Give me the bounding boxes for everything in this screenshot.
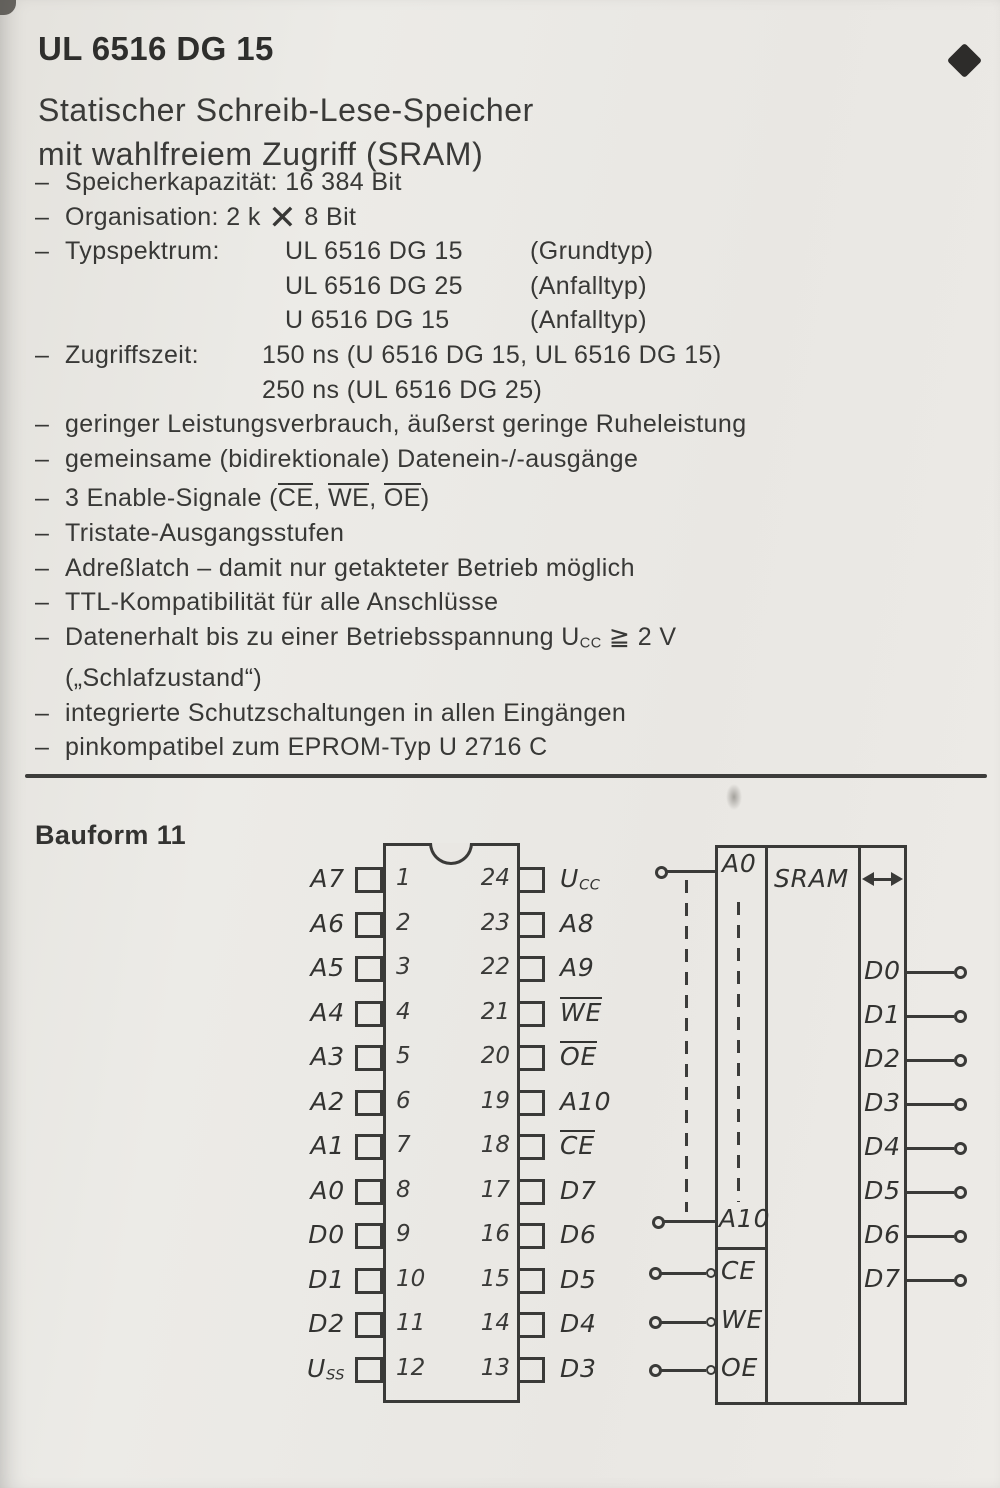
text-segment: geringer Leistungsverbrauch, äußerst geringe Ruheleistung xyxy=(65,410,747,439)
block-data-label: D6 xyxy=(864,1220,901,1249)
pin-number: 18 xyxy=(480,1132,510,1158)
pin-number: 19 xyxy=(480,1088,510,1114)
text-segment: (Grundtyp) xyxy=(530,237,654,266)
text-segment: TTL-Kompatibilität für alle Anschlüsse xyxy=(65,588,499,617)
block-control-label: OE xyxy=(721,1353,759,1382)
text-segment: integrierte Schutzschaltungen in allen Eingängen xyxy=(65,698,627,727)
text-segment: CC xyxy=(579,635,602,652)
text-segment: WE xyxy=(328,484,370,513)
pin-number: 16 xyxy=(480,1221,510,1247)
pin-number: 17 xyxy=(480,1177,510,1203)
text-segment: ) xyxy=(420,484,430,513)
pin-number: 6 xyxy=(396,1088,411,1114)
text-segment: D7 xyxy=(560,1176,597,1205)
wire xyxy=(660,1272,706,1275)
text-segment: U xyxy=(560,864,580,893)
bidirectional-arrow-icon xyxy=(862,872,903,886)
inverter-bubble xyxy=(706,1365,716,1375)
text-segment: Organisation: 2 k xyxy=(65,202,269,231)
text-segment: 150 ns (U 6516 DG 15, UL 6516 DG 15) xyxy=(262,340,722,369)
text-segment: SS xyxy=(326,1367,345,1384)
wire xyxy=(904,1103,954,1106)
text-segment: D5 xyxy=(560,1265,597,1294)
text-segment: A8 xyxy=(560,909,595,938)
text-segment: D6 xyxy=(560,1220,597,1249)
block-data-label: D4 xyxy=(864,1132,901,1161)
text-segment: WE xyxy=(560,998,603,1027)
text-segment: ≧ 2 V xyxy=(601,622,677,651)
text-segment: A2 xyxy=(310,1087,345,1116)
block-data-label: D3 xyxy=(864,1088,901,1117)
feature-dash: – xyxy=(35,444,50,473)
terminal-circle xyxy=(954,1274,967,1287)
text-segment: A0 xyxy=(310,1176,345,1205)
subtitle-line: mit wahlfreiem Zugriff (SRAM) xyxy=(38,136,484,172)
pin-number: 24 xyxy=(480,865,510,891)
feature-dash: – xyxy=(35,698,50,727)
text-segment: Zugriffszeit: xyxy=(65,340,199,369)
text-segment: 3 Enable-Signale ( xyxy=(65,484,278,513)
terminal-circle xyxy=(954,1098,967,1111)
block-data-label: D1 xyxy=(864,1000,901,1029)
text-segment: A4 xyxy=(310,998,345,1027)
pin-number: 2 xyxy=(396,910,411,936)
wire xyxy=(904,1191,954,1194)
text-segment: A7 xyxy=(310,864,345,893)
text-segment: U 6516 DG 15 xyxy=(285,306,450,335)
text-segment: 250 ns (UL 6516 DG 25) xyxy=(262,375,543,404)
text-segment: Speicherkapazität: 16 384 Bit xyxy=(65,168,402,196)
feature-dash: – xyxy=(35,410,50,439)
text-segment: CC xyxy=(579,877,601,894)
wire xyxy=(663,1220,715,1223)
block-data-label: D7 xyxy=(864,1264,901,1293)
pin-number: 21 xyxy=(480,999,510,1025)
text-segment: UL 6516 DG 15 xyxy=(285,237,463,266)
wire xyxy=(904,1147,954,1150)
page-title: UL 6516 DG 15 xyxy=(38,30,274,67)
text-segment: D2 xyxy=(308,1309,345,1338)
pin-number: 13 xyxy=(480,1355,510,1381)
feature-dash: – xyxy=(35,588,50,617)
inverter-bubble xyxy=(706,1268,716,1278)
text-segment: (Anfalltyp) xyxy=(530,306,647,335)
feature-dash: – xyxy=(35,622,50,651)
text-segment: A10 xyxy=(560,1087,612,1116)
pin-number: 10 xyxy=(396,1266,426,1292)
inverter-bubble xyxy=(706,1317,716,1327)
text-segment: („Schlafzustand“) xyxy=(65,663,263,692)
pin-number: 15 xyxy=(480,1266,510,1292)
wire xyxy=(904,1279,954,1282)
text-segment: D4 xyxy=(560,1309,597,1338)
text-segment: A9 xyxy=(560,953,595,982)
pin-number: 20 xyxy=(480,1043,510,1069)
feature-dash: – xyxy=(35,518,50,547)
wire xyxy=(904,1235,954,1238)
pin-number: 11 xyxy=(396,1310,426,1336)
feature-dash: – xyxy=(35,484,50,513)
text-segment: Adreßlatch – damit nur getakteter Betrieb möglich xyxy=(65,553,635,582)
text-segment: A6 xyxy=(310,909,345,938)
pin-number: 9 xyxy=(396,1221,411,1247)
text-segment: Tristate-Ausgangsstufen xyxy=(65,518,345,547)
text-segment: ✕ xyxy=(268,198,298,237)
text-segment: A3 xyxy=(310,1042,345,1071)
text-segment: Datenerhalt bis zu einer Betriebsspannung U xyxy=(65,622,580,651)
feature-dash: – xyxy=(35,733,50,762)
text-segment: , xyxy=(369,484,384,513)
text-segment: CE xyxy=(277,484,314,513)
text-segment: OE xyxy=(560,1042,598,1071)
text-segment: gemeinsame (bidirektionale) Datenein-/-ausgänge xyxy=(65,444,639,473)
arrow-head xyxy=(891,872,903,886)
text-segment: , xyxy=(313,484,329,513)
text-segment: D3 xyxy=(560,1354,597,1383)
block-addr-label: A10 xyxy=(719,1204,771,1233)
text-segment: 8 Bit xyxy=(297,202,357,231)
text-segment: A1 xyxy=(310,1131,345,1160)
block-data-label: D5 xyxy=(864,1176,901,1205)
feature-dash: – xyxy=(35,168,50,196)
block-control-label: WE xyxy=(721,1305,764,1334)
wire xyxy=(660,1369,706,1372)
pin-number: 1 xyxy=(396,865,411,891)
text-segment: CE xyxy=(560,1131,595,1160)
pin-number: 3 xyxy=(396,954,411,980)
pin-number: 14 xyxy=(480,1310,510,1336)
dashed-line xyxy=(685,880,688,1212)
pin-number: 5 xyxy=(396,1043,411,1069)
block-control-label: CE xyxy=(721,1256,756,1285)
terminal-circle xyxy=(954,1230,967,1243)
text-segment: OE xyxy=(383,484,421,513)
block-inner-line xyxy=(765,845,768,1405)
wire xyxy=(904,1059,954,1062)
arrow-head xyxy=(862,872,874,886)
subtitle-line: Statischer Schreib-Lese-Speicher xyxy=(38,92,534,128)
terminal-circle xyxy=(954,966,967,979)
terminal-circle xyxy=(954,1054,967,1067)
block-data-label: D2 xyxy=(864,1044,901,1073)
pin-number: 8 xyxy=(396,1177,411,1203)
pin-number: 23 xyxy=(480,910,510,936)
pin-number: 12 xyxy=(396,1355,426,1381)
wire xyxy=(904,1015,954,1018)
text-segment: D0 xyxy=(308,1220,345,1249)
terminal-circle xyxy=(954,1010,967,1023)
wire xyxy=(904,971,954,974)
block-divider xyxy=(715,1247,765,1250)
pin-number: 22 xyxy=(480,954,510,980)
pin-number: 4 xyxy=(396,999,411,1025)
dashed-line xyxy=(737,902,740,1202)
pin-number: 7 xyxy=(396,1132,411,1158)
wire xyxy=(666,870,715,873)
text-segment: D1 xyxy=(308,1265,345,1294)
text-segment: A5 xyxy=(310,953,345,982)
bauform-heading: Bauform 11 xyxy=(35,820,187,850)
wire xyxy=(660,1321,706,1324)
block-addr-label: A0 xyxy=(722,849,757,878)
text-segment: (Anfalltyp) xyxy=(530,271,647,300)
feature-dash: – xyxy=(35,202,50,231)
text-segment: pinkompatibel zum EPROM-Typ U 2716 C xyxy=(65,733,548,762)
block-title: SRAM xyxy=(773,864,850,893)
feature-dash: – xyxy=(35,340,50,369)
terminal-circle xyxy=(954,1186,967,1199)
text-segment: U xyxy=(306,1354,327,1383)
feature-dash: – xyxy=(35,553,50,582)
block-data-label: D0 xyxy=(864,956,901,985)
feature-dash: – xyxy=(35,237,50,266)
text-segment: UL 6516 DG 25 xyxy=(285,271,463,300)
text-segment: Typspektrum: xyxy=(65,237,220,266)
block-inner-line xyxy=(858,845,861,1405)
terminal-circle xyxy=(954,1142,967,1155)
